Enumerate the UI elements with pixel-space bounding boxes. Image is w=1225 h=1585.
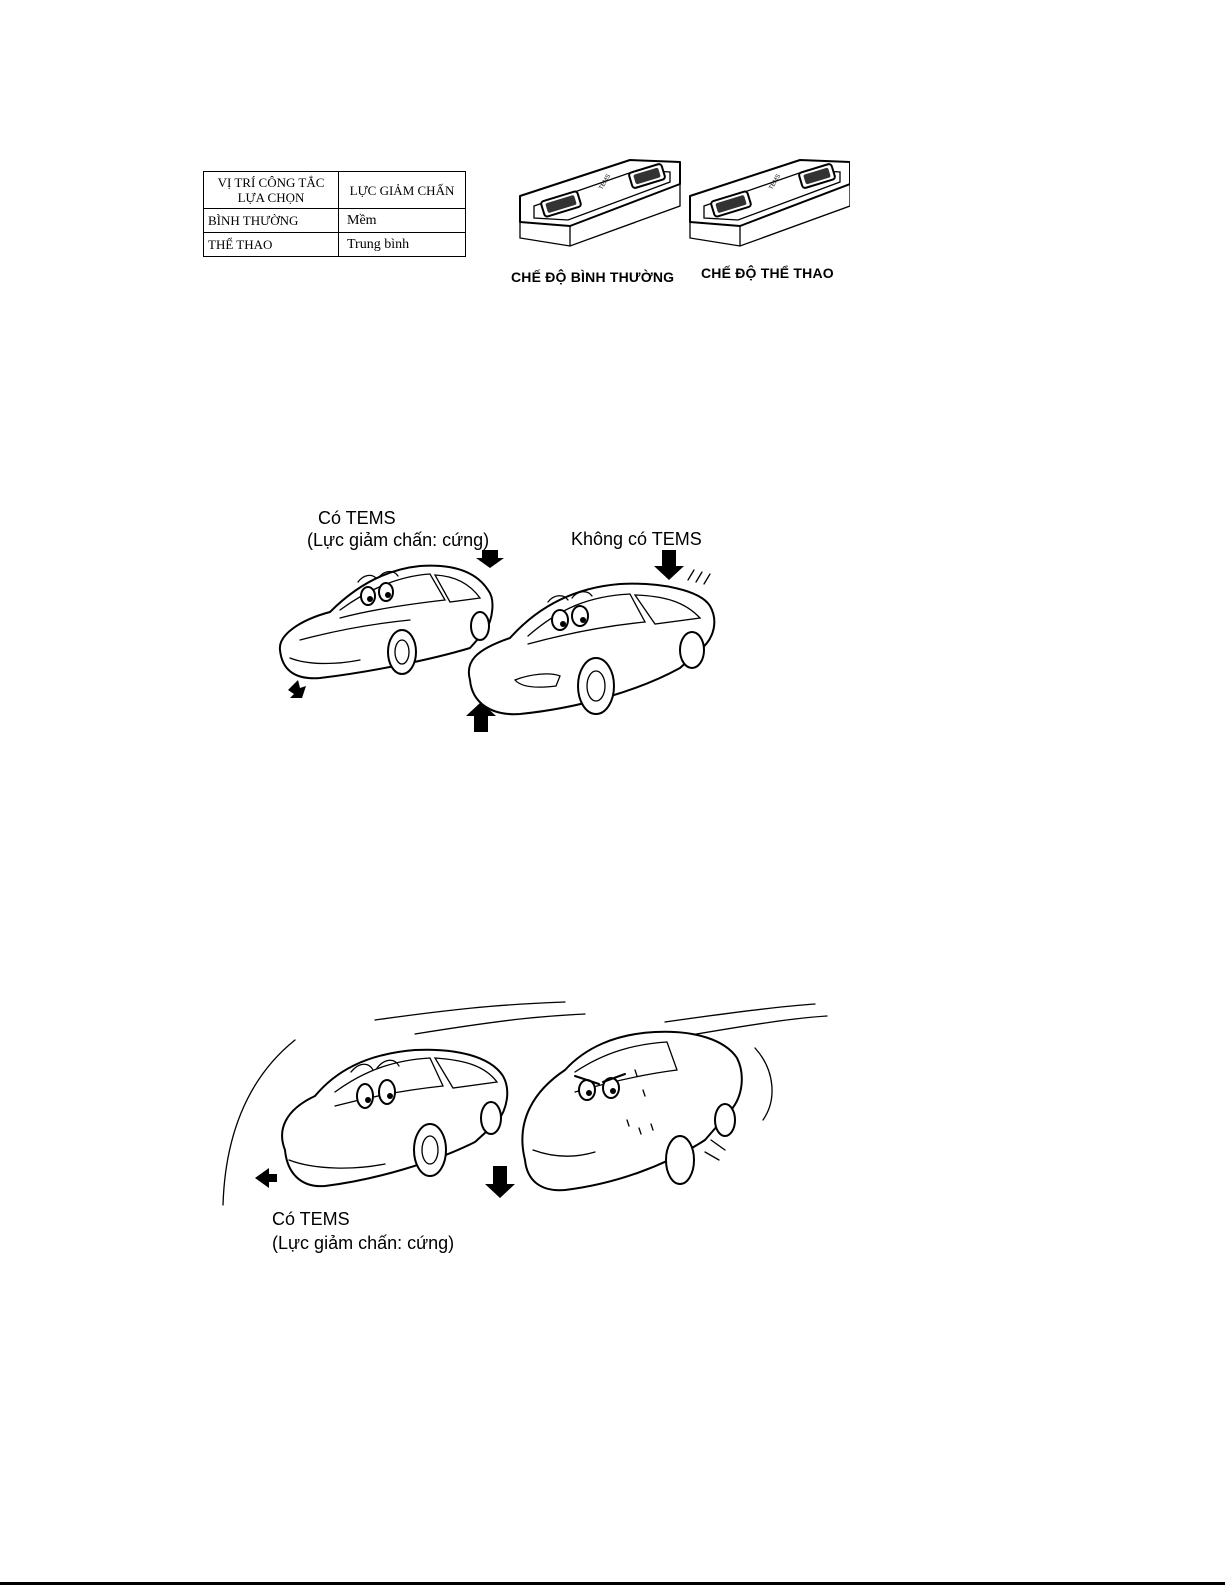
fig2-damping-note: (Lực giảm chấn: cứng) [272, 1233, 455, 1253]
cornering-car-with-tems [255, 1050, 507, 1188]
sport-mode-panel [690, 160, 850, 246]
fig1-without-tems-label: Không có TEMS [571, 529, 702, 549]
car-without-tems [466, 550, 714, 732]
table-header-switch-position: VỊ TRÍ CÔNG TẮC LỰA CHỌN [204, 172, 339, 209]
normal-mode-label: CHẾ ĐỘ BÌNH THƯỜNG [511, 269, 675, 285]
sport-mode-label: CHẾ ĐỘ THỂ THAO [701, 265, 834, 281]
table-cell-force: Mềm [339, 209, 466, 233]
fig2-with-tems-label: Có TEMS [272, 1209, 350, 1229]
damping-mode-table [203, 171, 466, 257]
table-cell-force: Trung bình [339, 233, 466, 257]
table-header-damping-force: LỰC GIẢM CHẤN [339, 172, 466, 209]
table-cell-position: BÌNH THƯỜNG [204, 209, 339, 233]
switch-panels-illustration [510, 148, 850, 258]
fig1-with-tems-label: Có TEMS [318, 508, 396, 528]
table-cell-position: THỂ THAO [204, 233, 339, 257]
panel-tems-text: TEMS [768, 173, 783, 191]
fig1-damping-note: (Lực giảm chấn: cứng) [307, 530, 490, 550]
normal-mode-panel [520, 160, 680, 246]
table-header-row [204, 172, 466, 209]
table-row [204, 233, 466, 257]
cornering-cars-illustration [215, 1000, 835, 1210]
table-row [204, 209, 466, 233]
panel-tems-text: TEMS [598, 173, 613, 191]
cornering-car-without-tems [485, 1032, 742, 1198]
braking-cars-illustration [260, 540, 740, 740]
